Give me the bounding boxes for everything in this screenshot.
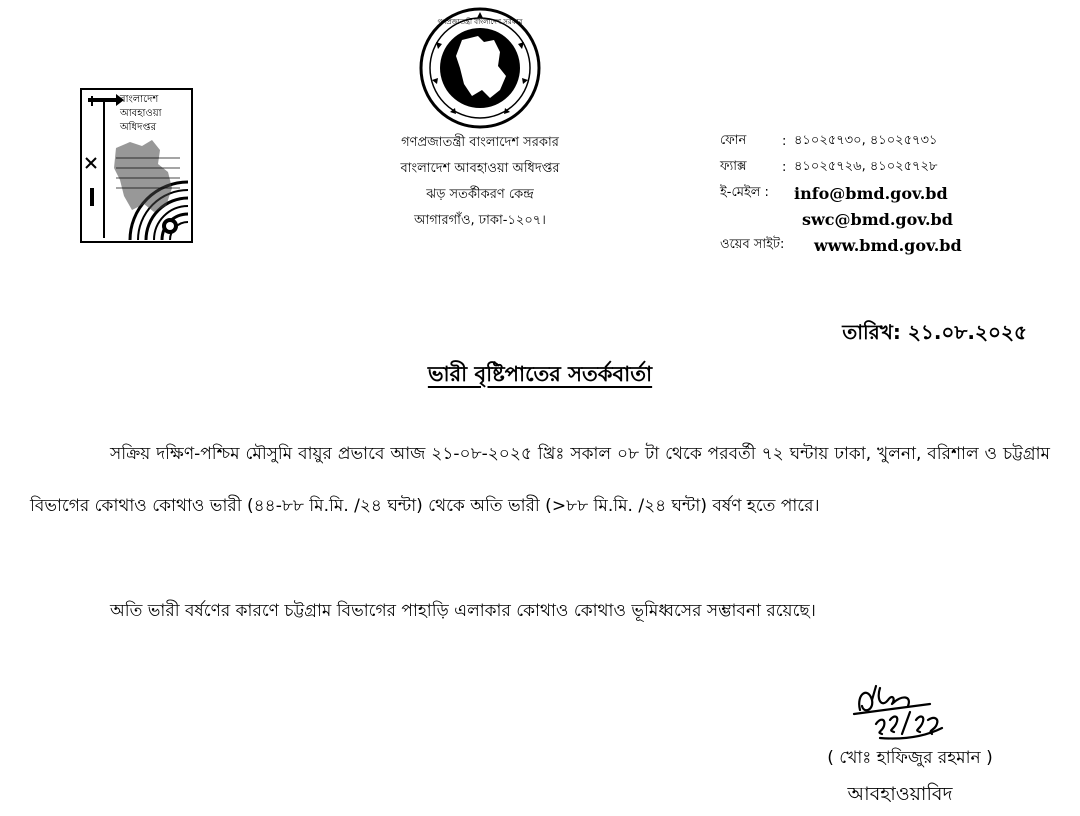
fax-label: ফ্যাক্স <box>720 158 747 174</box>
contact-block <box>720 128 1050 258</box>
bmd-logo <box>80 88 193 243</box>
fax-separator: : <box>782 159 787 175</box>
website-label: ওয়েব সাইট: <box>720 236 785 252</box>
website-row <box>720 232 1050 258</box>
svg-text:বাংলাদেশ: বাংলাদেশ <box>120 94 159 105</box>
department-name: বাংলাদেশ আবহাওয়া অধিদপ্তর <box>400 161 560 176</box>
phone-numbers: ৪১০২৫৭৩০, ৪১০২৫৭৩১ <box>794 132 938 148</box>
signatory-name: ( খোঃ হাফিজুর রহমান ) <box>827 748 993 768</box>
warning-title-wrap <box>0 358 1080 393</box>
centre-name: ঝড় সতর্কীকরণ কেন্দ্র <box>426 187 534 202</box>
government-name: গণপ্রজাতন্ত্রী বাংলাদেশ সরকার <box>401 135 559 150</box>
date-label: তারিখ: <box>842 320 901 344</box>
document-date <box>842 318 1027 351</box>
svg-text:গণপ্রজাতন্ত্রী বাংলাদেশ সরকার: গণপ্রজাতন্ত্রী বাংলাদেশ সরকার <box>437 18 523 26</box>
svg-text:আবহাওয়া: আবহাওয়া <box>120 108 162 119</box>
email-swc[interactable]: swc@bmd.gov.bd <box>802 209 953 229</box>
email-label: ই-মেইল : <box>720 184 769 200</box>
warning-paragraph-1: সক্রিয় দক্ষিণ-পশ্চিম মৌসুমি বায়ুর প্রভাবে আজ ২১-০৮-২০২৫ খ্রিঃ সকাল ০৮ টা থেকে পরবর্তী ৭২ ঘন্টায় ঢাকা, খুলনা, বরিশাল ও চট্টগ্রাম বিভাগের কোথাও কোথাও ভারী (৪৪-৮৮ মি.মি. /২৪ ঘন্টা) থেকে অতি ভারী (>৮৮ মি.মি. /২৪ ঘন্টা) বর্ষণ হতে পারে। <box>30 444 1050 516</box>
warning-paragraph-2: অতি ভারী বর্ষণের কারণে চট্টগ্রাম বিভাগের পাহাড়ি এলাকার কোথাও কোথাও ভূমিধ্বসের সম্ভাবনা রয়েছে। <box>110 601 816 621</box>
email-row <box>720 180 1050 206</box>
email-row-2 <box>720 206 1050 232</box>
government-seal <box>414 6 547 130</box>
svg-text:অধিদপ্তর: অধিদপ্তর <box>120 122 157 133</box>
website-link[interactable]: www.bmd.gov.bd <box>814 235 962 255</box>
phone-label: ফোন <box>720 132 747 148</box>
fax-row <box>720 154 1050 180</box>
warning-title: ভারী বৃষ্টিপাতের সতর্কবার্তা <box>427 362 653 386</box>
fax-numbers: ৪১০২৫৭২৬, ৪১০২৫৭২৮ <box>794 158 938 174</box>
date-value: ২১.০৮.২০২৫ <box>907 320 1027 344</box>
signatory-designation: আবহাওয়াবিদ <box>847 783 953 805</box>
phone-row <box>720 128 1050 154</box>
office-location: আগারগাঁও, ঢাকা-১২০৭। <box>414 213 546 228</box>
office-address <box>330 130 630 234</box>
phone-separator: : <box>782 133 787 149</box>
email-info[interactable]: info@bmd.gov.bd <box>794 183 948 203</box>
handwritten-signature <box>846 680 1026 742</box>
